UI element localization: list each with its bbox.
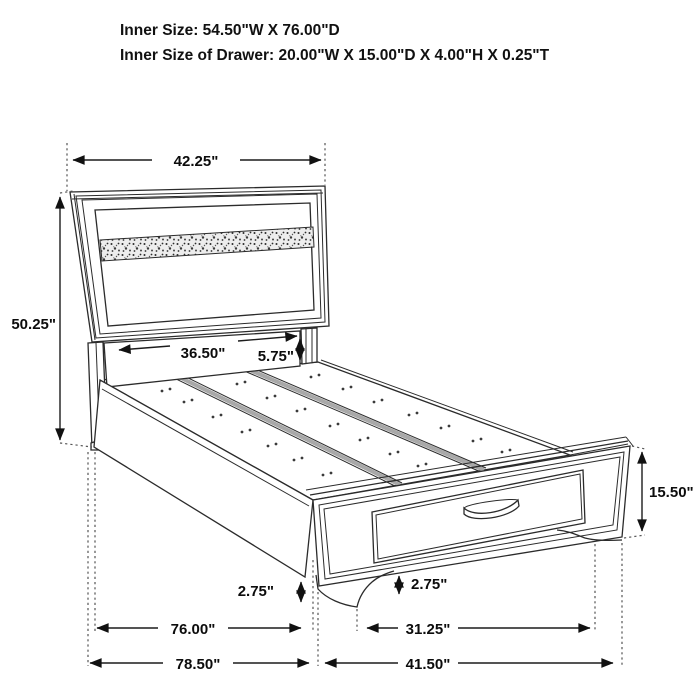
dim-side-clearance-label: 2.75" — [237, 583, 274, 600]
dim-footboard-height-label: 15.50" — [649, 484, 694, 501]
dim-base-rail-height-label: 5.75" — [257, 348, 294, 365]
drawer-inner-size-text: Inner Size of Drawer: 20.00"W X 15.00"D X 4.00"H X 0.25"T — [120, 47, 550, 64]
dim-drawer-section-width-label: 31.25" — [405, 621, 451, 638]
dim-headboard-height — [11, 197, 60, 440]
dim-overall-length — [90, 656, 309, 673]
dim-overall-width-label: 41.50" — [405, 656, 451, 673]
ext-tick-footboard-top — [632, 446, 645, 449]
dim-side-rail-length-label: 76.00" — [170, 621, 216, 638]
headboard-right-leg — [301, 328, 317, 364]
dim-drawer-section-width — [367, 621, 590, 638]
headboard-inner-panel — [95, 203, 314, 326]
dim-headboard-width-label: 42.25" — [173, 153, 219, 170]
ext-tick-headboard-bottom — [60, 443, 92, 447]
dim-footboard-height — [642, 452, 694, 531]
ext-tick-footboard-bottom — [624, 535, 645, 538]
dim-headboard-height-label: 50.25" — [11, 316, 56, 333]
inner-size-text: Inner Size: 54.50"W X 76.00"D — [120, 22, 340, 39]
dim-side-rail-length — [97, 621, 301, 638]
dim-footboard-clearance-label: 2.75" — [411, 576, 448, 593]
dim-headboard-base-width-label: 36.50" — [180, 345, 226, 362]
dim-overall-length-label: 78.50" — [175, 656, 221, 673]
dim-footboard-clearance — [399, 576, 447, 594]
dim-overall-width — [325, 656, 613, 673]
dim-side-clearance — [238, 582, 301, 602]
dim-headboard-width — [73, 153, 321, 170]
